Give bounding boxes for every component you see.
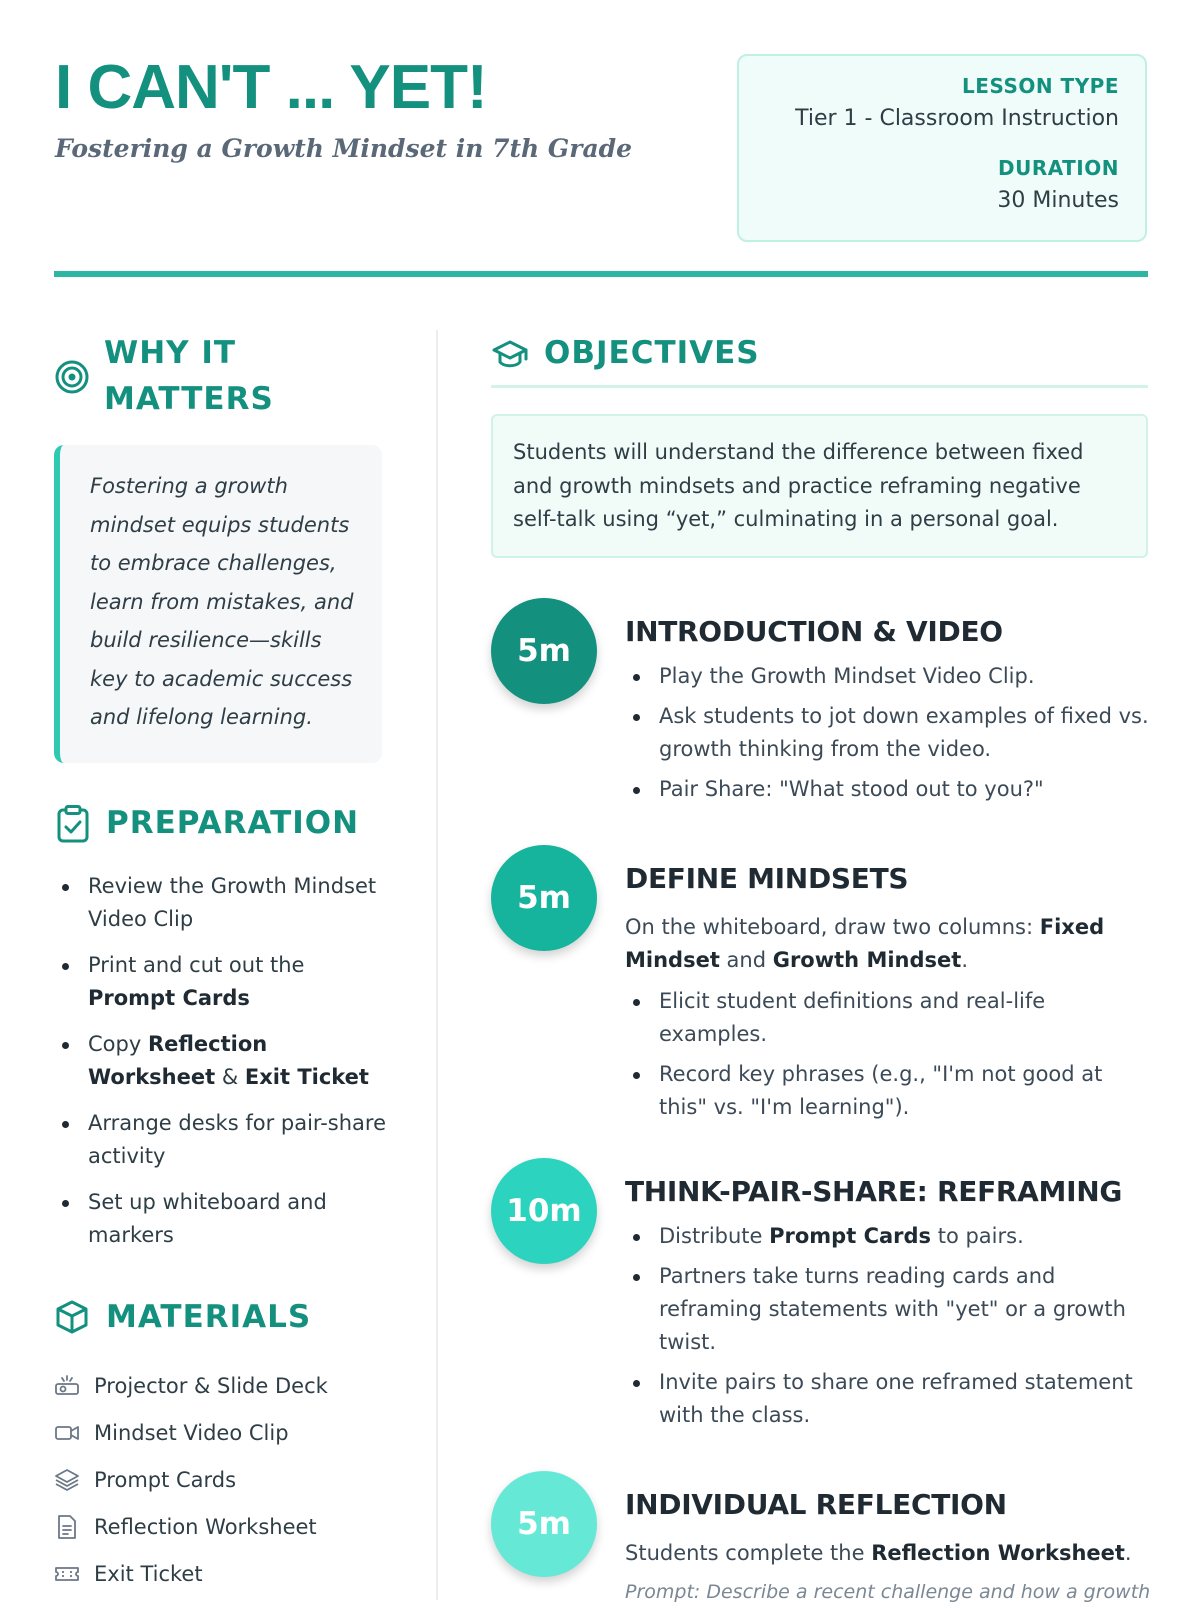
- document-icon: [54, 1514, 80, 1540]
- step-time-badge: 5m: [491, 598, 597, 704]
- clipboard-check-icon: [56, 805, 90, 843]
- ticket-icon: [54, 1561, 80, 1587]
- prep-item: Copy Reflection Worksheet & Exit Ticket: [58, 1028, 398, 1094]
- why-quote: Fostering a growth mindset equips students to embrace challenges, learn from mistakes, and build resilience—skills key to academic success and lifelong learning.: [90, 474, 354, 729]
- graduation-cap-icon: [492, 337, 528, 373]
- duration-label: DURATION: [998, 156, 1119, 180]
- video-icon: [54, 1420, 80, 1446]
- step-time-badge: 5m: [491, 1471, 597, 1577]
- step-time-badge: 5m: [491, 845, 597, 951]
- why-heading: [54, 330, 274, 422]
- step-time-badge: 10m: [491, 1158, 597, 1264]
- lesson-type-value: Tier 1 - Classroom Instruction: [795, 106, 1119, 131]
- objectives-heading: [492, 330, 760, 376]
- step-bullet: Invite pairs to share one reframed statement with the class.: [625, 1366, 1151, 1432]
- target-icon: [54, 359, 90, 395]
- material-item: Projector & Slide Deck: [54, 1362, 328, 1409]
- lesson-info-box: [737, 54, 1147, 242]
- step-prompt: Prompt: Describe a recent challenge and how a growth: [625, 1581, 1151, 1603]
- step-bullet: Partners take turns reading cards and reframing statements with "yet" or a growth twist.: [625, 1260, 1151, 1359]
- step-bullets: [625, 660, 1151, 806]
- step-title: THINK-PAIR-SHARE: REFRAMING: [625, 1175, 1123, 1208]
- material-item: Exit Ticket: [54, 1550, 328, 1597]
- objectives-text: Students will understand the difference between fixed and growth mindsets and practice reframing negative self-talk using “yet,” culminating in a personal goal.: [513, 440, 1084, 531]
- why-quote-box: [54, 445, 382, 763]
- step-bullet: Record key phrases (e.g., "I'm not good at this" vs. "I'm learning").: [625, 1058, 1151, 1124]
- lesson-type-label: LESSON TYPE: [962, 74, 1119, 98]
- material-item: Prompt Cards: [54, 1456, 328, 1503]
- preparation-title: PREPARATION: [106, 805, 360, 841]
- why-heading-line1: WHY IT: [104, 335, 237, 371]
- preparation-heading: [56, 800, 359, 846]
- material-item: Reflection Worksheet: [54, 1503, 328, 1550]
- step-bullet: Elicit student definitions and real-life examples.: [625, 985, 1151, 1051]
- prep-item: Arrange desks for pair-share activity: [58, 1107, 398, 1173]
- step-bullets: [625, 985, 1151, 1124]
- step-bullet: Pair Share: "What stood out to you?": [625, 773, 1151, 806]
- layers-icon: [54, 1467, 80, 1493]
- objectives-title: OBJECTIVES: [544, 335, 760, 371]
- materials-heading: [54, 1294, 311, 1340]
- header-divider: [54, 271, 1148, 277]
- why-heading-line2: MATTERS: [104, 381, 274, 417]
- prep-item: Set up whiteboard and markers: [58, 1186, 398, 1252]
- step-title: INTRODUCTION & VIDEO: [625, 615, 1003, 648]
- step-title: INDIVIDUAL REFLECTION: [625, 1488, 1007, 1521]
- step-intro: On the whiteboard, draw two columns: Fixed Mindset and Growth Mindset.: [625, 915, 1105, 972]
- projector-icon: [54, 1373, 80, 1399]
- page-subtitle: Fostering a Growth Mindset in 7th Grade: [55, 134, 633, 163]
- objectives-box: [491, 414, 1148, 558]
- step-bullets: [625, 1220, 1151, 1432]
- prep-item: Print and cut out the Prompt Cards: [58, 949, 398, 1015]
- step-title: DEFINE MINDSETS: [625, 862, 909, 895]
- step-intro: Students complete the Reflection Worksheet.: [625, 1541, 1132, 1565]
- material-item: Mindset Video Clip: [54, 1409, 328, 1456]
- duration-value: 30 Minutes: [997, 188, 1119, 213]
- page-title: I CAN'T ... YET!: [55, 53, 487, 122]
- cube-icon: [54, 1299, 90, 1335]
- step-bullet: Distribute Prompt Cards to pairs.: [625, 1220, 1151, 1253]
- column-divider: [436, 330, 438, 1600]
- prep-item: Review the Growth Mindset Video Clip: [58, 870, 398, 936]
- objectives-underline: [491, 385, 1148, 388]
- step-bullet: Ask students to jot down examples of fixed vs. growth thinking from the video.: [625, 700, 1151, 766]
- materials-title: MATERIALS: [106, 1299, 312, 1335]
- step-bullet: Play the Growth Mindset Video Clip.: [625, 660, 1151, 693]
- materials-list: [54, 1362, 328, 1597]
- preparation-list: [58, 870, 398, 1265]
